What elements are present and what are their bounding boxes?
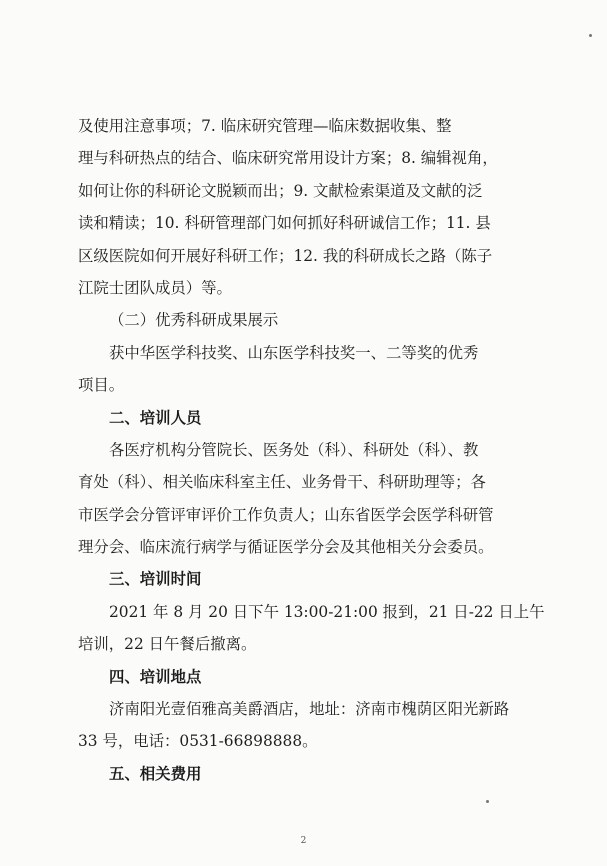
text-line: 济南阳光壹佰雅高美爵酒店，地址：济南市槐荫区阳光新路: [109, 700, 510, 719]
page-number: 2: [300, 836, 307, 846]
document-body: [78, 110, 545, 790]
text-line: 如何让你的科研论文脱颖而出；9. 文献检索渠道及文献的泛: [78, 181, 483, 200]
text-line: 区级医院如何开展好科研工作；12. 我的科研成长之路（陈子: [78, 246, 493, 265]
text-line: 江院士团队成员）等。: [78, 278, 232, 297]
section-heading: 三、培训时间: [109, 570, 202, 589]
text-line: 理与科研热点的结合、临床研究常用设计方案；8. 编辑视角，: [78, 149, 498, 168]
text-line: 33 号，电话：0531-66898888。: [78, 732, 318, 751]
text-line: 市医学会分管评审评价工作负责人；山东省医学会医学科研管: [78, 505, 494, 524]
subheading: （二）优秀科研成果展示: [109, 311, 279, 330]
text-line: 培训，22 日午餐后撤离。: [78, 635, 257, 654]
text-line: 育处（科）、相关临床科室主任、业务骨干、科研助理等；各: [78, 473, 486, 492]
scan-speck: [589, 34, 592, 37]
text-line: 获中华医学科技奖、山东医学科技奖一、二等奖的优秀: [109, 343, 479, 362]
text-line: 2021 年 8 月 20 日下午 13:00-21:00 报到，21 日-22 日上午: [109, 602, 545, 621]
text-line: 各医疗机构分管院长、医务处（科）、科研处（科）、教: [109, 440, 479, 459]
section-heading: 五、相关费用: [109, 764, 202, 783]
scan-speck: [486, 800, 489, 803]
text-line: 及使用注意事项；7. 临床研究管理—临床数据收集、整: [78, 117, 452, 135]
text-line: 理分会、临床流行病学与循证医学分会及其他相关分会委员。: [78, 538, 494, 557]
text-line: 读和精读；10. 科研管理部门如何抓好科研诚信工作；11. 县: [78, 214, 491, 233]
text-line: 项目。: [78, 376, 125, 395]
section-heading: 二、培训人员: [109, 408, 202, 427]
section-heading: 四、培训地点: [109, 667, 202, 686]
